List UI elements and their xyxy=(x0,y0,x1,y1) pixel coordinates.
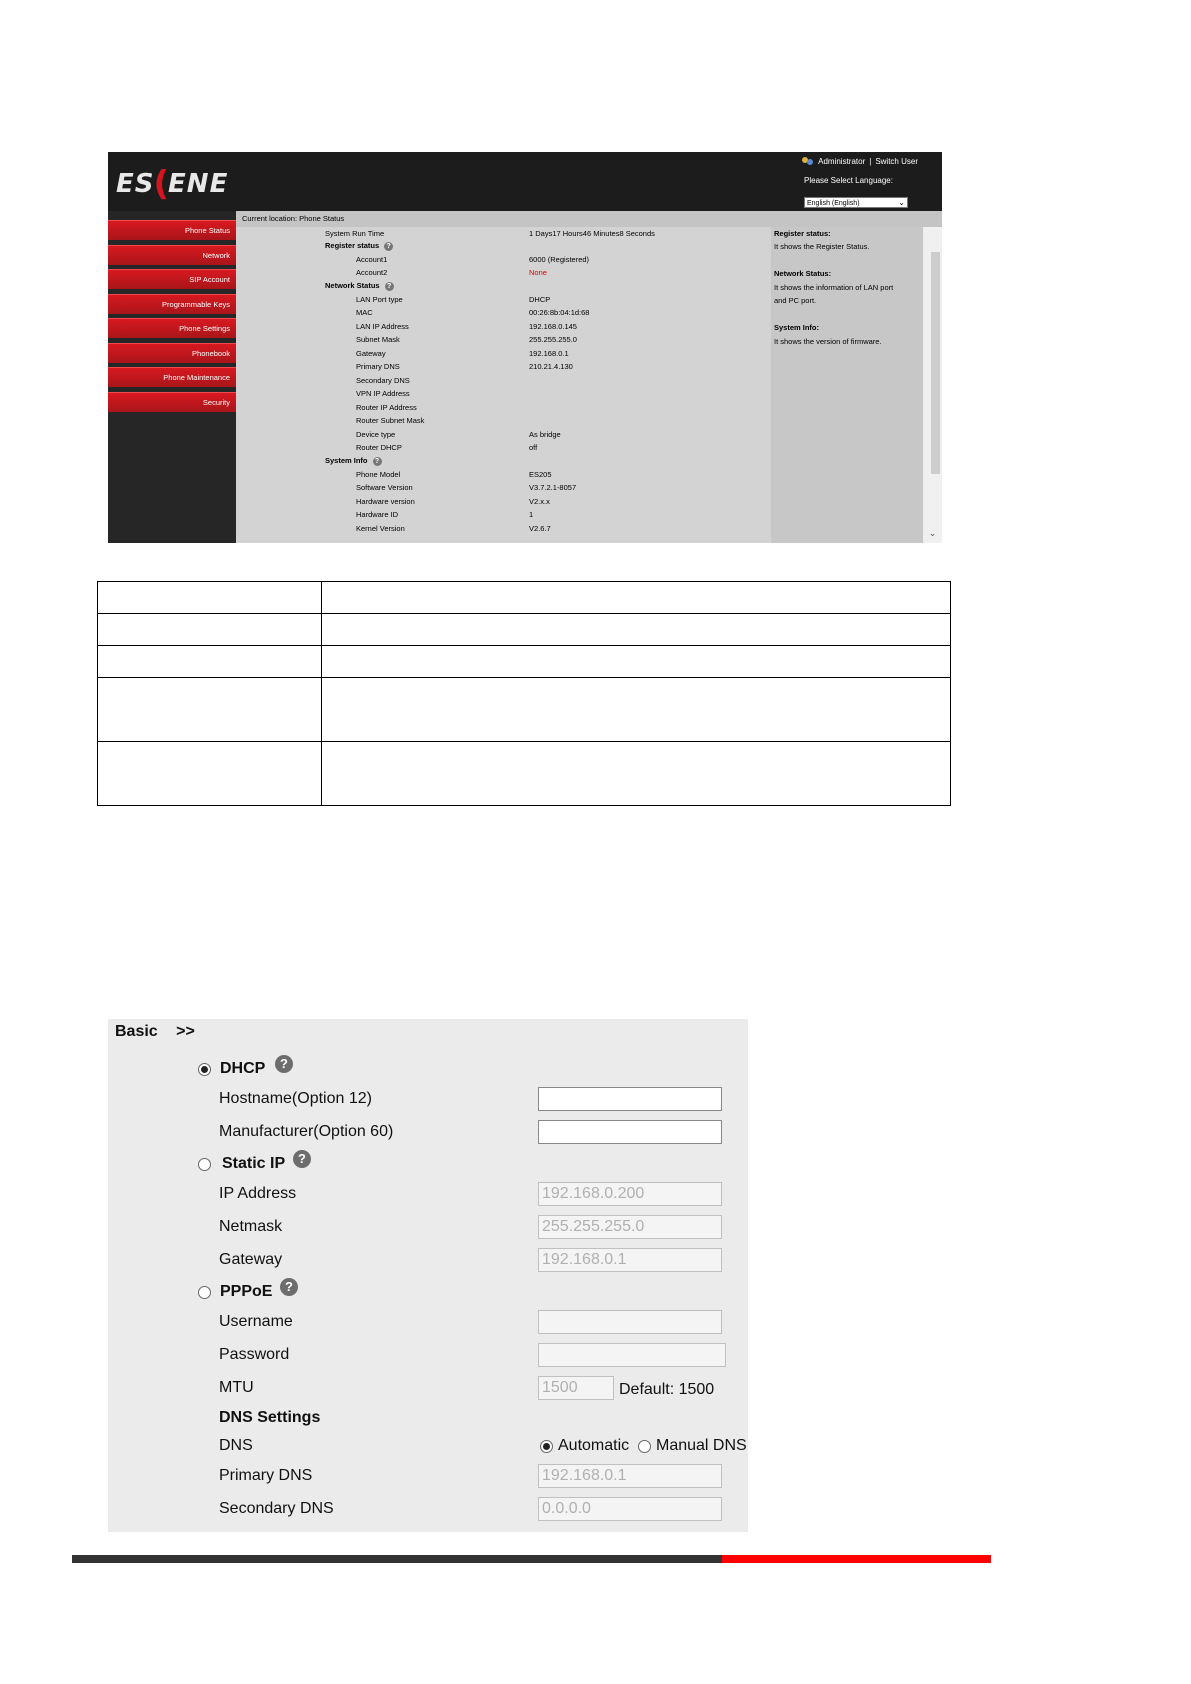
language-label: Please Select Language: xyxy=(804,176,893,185)
scrollbar-thumb[interactable] xyxy=(931,252,940,474)
dns-automatic-radio[interactable] xyxy=(540,1440,553,1453)
net-label: LAN Port type xyxy=(356,295,403,304)
logo-text-right: ENE xyxy=(168,169,229,199)
help-icon[interactable]: ? xyxy=(275,1055,293,1073)
table-cell xyxy=(322,742,951,806)
net-value: 192.168.0.1 xyxy=(529,349,569,358)
net-label: Subnet Mask xyxy=(356,335,400,344)
footer-rule-dark xyxy=(72,1555,722,1563)
gateway-input[interactable]: 192.168.0.1 xyxy=(538,1248,722,1272)
netmask-label: Netmask xyxy=(219,1218,283,1235)
net-label: Gateway xyxy=(356,349,386,358)
manufacturer-label: Manufacturer(Option 60) xyxy=(219,1123,394,1140)
dhcp-label: DHCP xyxy=(220,1060,266,1077)
sidebar-item-phone-settings[interactable]: Phone Settings xyxy=(108,318,236,338)
manufacturer-input[interactable] xyxy=(538,1120,722,1144)
help-panel xyxy=(771,227,923,543)
help-network-text-2: and PC port. xyxy=(774,296,817,305)
password-input[interactable] xyxy=(538,1343,726,1367)
account1-label: Account1 xyxy=(356,255,388,264)
parameter-table xyxy=(97,581,951,806)
dns-label: DNS xyxy=(219,1437,253,1454)
table-row xyxy=(98,646,951,678)
logo-text-left: ES xyxy=(116,169,155,199)
password-label: Password xyxy=(219,1346,290,1363)
sys-value: V2.6.7 xyxy=(529,524,551,533)
net-label: LAN IP Address xyxy=(356,322,409,331)
table-cell xyxy=(322,614,951,646)
user-bar xyxy=(802,156,918,166)
help-network-title: Network Status: xyxy=(774,269,832,278)
table-cell xyxy=(98,742,322,806)
sys-value: ES205 xyxy=(529,470,552,479)
net-label: Device type xyxy=(356,430,396,439)
pppoe-label: PPPoE xyxy=(220,1283,273,1300)
logo-paren: ( xyxy=(153,164,170,204)
ip-address-label: IP Address xyxy=(219,1185,297,1202)
net-value: 00:26:8b:04:1d:68 xyxy=(529,308,590,317)
sidebar-item-security[interactable]: Security xyxy=(108,392,236,412)
section-title xyxy=(115,1023,195,1041)
system-info-heading xyxy=(325,456,382,466)
gateway-label: Gateway xyxy=(219,1251,283,1268)
administrator-link[interactable]: Administrator xyxy=(818,156,866,166)
dns-manual-radio[interactable] xyxy=(638,1440,651,1453)
account2-label: Account2 xyxy=(356,268,388,277)
table-row xyxy=(98,678,951,742)
net-value: DHCP xyxy=(529,295,551,304)
sys-value: V2.x.x xyxy=(529,497,550,506)
escene-logo xyxy=(116,166,228,202)
language-value: English (English) xyxy=(807,200,860,207)
table-cell xyxy=(98,646,322,678)
help-register-text: It shows the Register Status. xyxy=(774,242,870,251)
net-label: Secondary DNS xyxy=(356,376,410,385)
mtu-input[interactable]: 1500 xyxy=(538,1376,614,1400)
help-icon[interactable]: ? xyxy=(293,1150,311,1168)
run-time-label: System Run Time xyxy=(325,229,385,238)
basic-network-form xyxy=(108,1019,748,1532)
table-cell xyxy=(98,678,322,742)
register-status-heading xyxy=(325,241,393,251)
static-ip-radio[interactable] xyxy=(198,1158,211,1171)
mtu-default: Default: 1500 xyxy=(619,1381,715,1398)
net-label: Router Subnet Mask xyxy=(356,416,425,425)
sidebar-item-programmable-keys[interactable]: Programmable Keys xyxy=(108,294,236,314)
mtu-label: MTU xyxy=(219,1379,254,1396)
sys-label: Hardware ID xyxy=(356,510,399,519)
table-cell xyxy=(322,582,951,614)
username-label: Username xyxy=(219,1313,293,1330)
account2-value: None xyxy=(529,268,547,277)
net-value: 192.168.0.145 xyxy=(529,322,577,331)
dns-manual-label: Manual DNS xyxy=(656,1437,747,1454)
scroll-down-icon[interactable]: ⌄ xyxy=(928,528,937,538)
sidebar xyxy=(108,211,236,543)
static-ip-label: Static IP xyxy=(222,1155,286,1172)
current-location: Current location: Phone Status xyxy=(236,211,942,227)
sys-label: Kernel Version xyxy=(356,524,405,533)
help-system-text: It shows the version of firmware. xyxy=(774,337,882,346)
sidebar-item-phone-maintenance[interactable]: Phone Maintenance xyxy=(108,367,236,387)
primary-dns-label: Primary DNS xyxy=(219,1467,313,1484)
net-value: 210.21.4.130 xyxy=(529,362,573,371)
users-icon xyxy=(802,156,814,166)
system-info-text: System Info xyxy=(325,456,368,465)
run-time-value: 1 Days17 Hours46 Minutes8 Seconds xyxy=(529,229,655,238)
net-value: 255.255.255.0 xyxy=(529,335,577,344)
table-cell xyxy=(322,678,951,742)
basic-title: Basic xyxy=(115,1023,158,1040)
secondary-dns-input[interactable]: 0.0.0.0 xyxy=(538,1497,722,1521)
table-cell xyxy=(98,614,322,646)
dns-automatic-label: Automatic xyxy=(558,1437,630,1454)
top-header xyxy=(108,152,942,211)
primary-dns-input[interactable]: 192.168.0.1 xyxy=(538,1464,722,1488)
table-cell xyxy=(322,646,951,678)
pppoe-radio[interactable] xyxy=(198,1286,211,1299)
account1-value: 6000 (Registered) xyxy=(529,255,590,264)
sys-value: V3.7.2.1-8057 xyxy=(529,483,577,492)
help-icon[interactable]: ? xyxy=(384,242,393,251)
chevron-down-icon: ⌄ xyxy=(898,198,905,207)
netmask-input[interactable]: 255.255.255.0 xyxy=(538,1215,722,1239)
sidebar-item-phonebook[interactable]: Phonebook xyxy=(108,343,236,363)
footer-rule-red xyxy=(722,1555,991,1563)
help-icon[interactable]: ? xyxy=(280,1278,298,1296)
dns-settings-heading: DNS Settings xyxy=(219,1409,321,1426)
phone-status-screenshot xyxy=(108,152,942,543)
separator: | xyxy=(869,156,872,166)
expand-arrows[interactable]: >> xyxy=(176,1023,195,1040)
hostname-label: Hostname(Option 12) xyxy=(219,1090,372,1107)
sidebar-item-network[interactable]: Network xyxy=(108,245,236,265)
net-label: MAC xyxy=(356,308,373,317)
network-status-heading xyxy=(325,281,394,291)
table-cell xyxy=(98,582,322,614)
net-label: Router IP Address xyxy=(356,403,417,412)
net-value: As bridge xyxy=(529,430,561,439)
net-label: Primary DNS xyxy=(356,362,400,371)
hostname-input[interactable] xyxy=(538,1087,722,1111)
sys-label: Software Version xyxy=(356,483,413,492)
switch-user-link[interactable]: Switch User xyxy=(875,156,918,166)
language-select[interactable] xyxy=(804,197,908,208)
help-system-title: System Info: xyxy=(774,323,820,332)
sys-value: 1 xyxy=(529,510,534,519)
net-value: off xyxy=(529,443,538,452)
sidebar-item-phone-status[interactable]: Phone Status xyxy=(108,220,236,240)
net-label: VPN IP Address xyxy=(356,389,410,398)
table-row xyxy=(98,582,951,614)
help-network-text-1: It shows the information of LAN port xyxy=(774,283,894,292)
network-status-text: Network Status xyxy=(325,281,380,290)
status-panel xyxy=(236,227,771,543)
sidebar-item-sip-account[interactable]: SIP Account xyxy=(108,269,236,289)
sys-label: Hardware version xyxy=(356,497,415,506)
dhcp-radio[interactable] xyxy=(198,1063,211,1076)
register-status-text: Register status xyxy=(325,241,380,250)
secondary-dns-label: Secondary DNS xyxy=(219,1500,334,1517)
table-row xyxy=(98,742,951,806)
net-label: Router DHCP xyxy=(356,443,402,452)
ip-address-input[interactable]: 192.168.0.200 xyxy=(538,1182,722,1206)
help-icon[interactable]: ? xyxy=(373,457,382,466)
help-icon[interactable]: ? xyxy=(385,282,394,291)
username-input[interactable] xyxy=(538,1310,722,1334)
table-row xyxy=(98,614,951,646)
help-register-title: Register status: xyxy=(774,229,831,238)
sys-label: Phone Model xyxy=(356,470,401,479)
